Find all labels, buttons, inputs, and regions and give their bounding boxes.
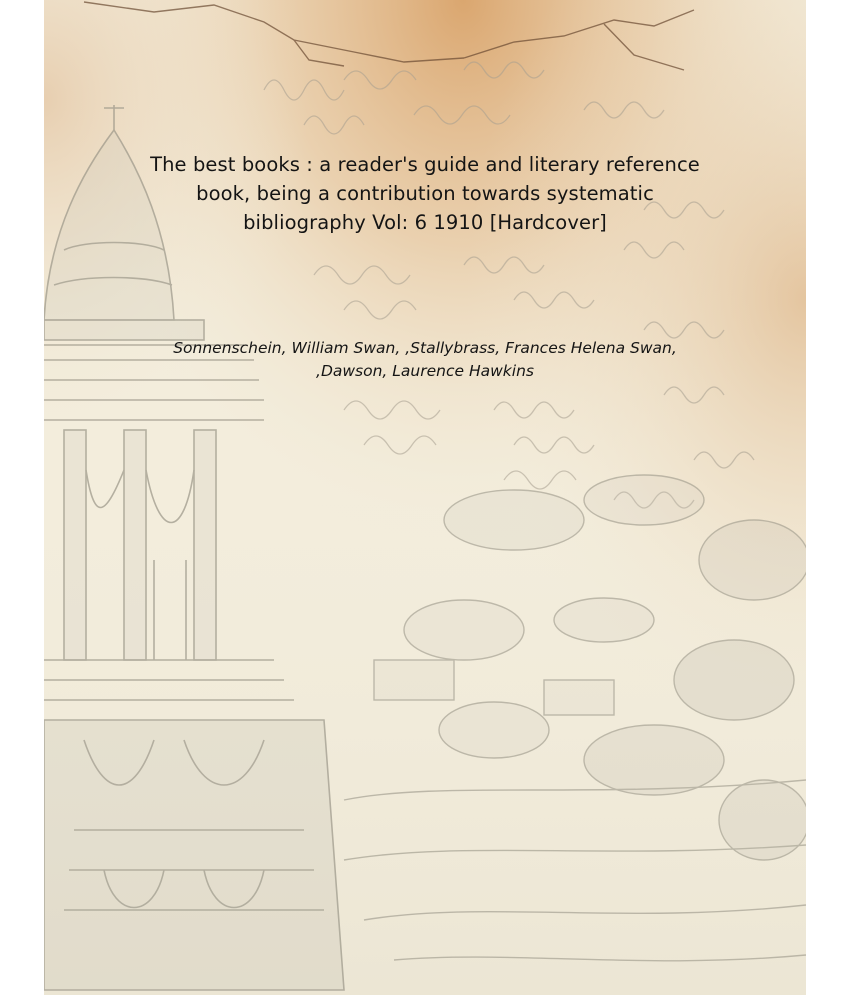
book-title-line-2: book, being a contribution towards systematic: [196, 182, 654, 205]
book-authors: [84, 337, 766, 383]
book-title: [84, 150, 766, 237]
book-title-line-1: The best books : a reader's guide and literary reference: [150, 153, 700, 176]
book-title-line-3: bibliography Vol: 6 1910 [Hardcover]: [243, 211, 607, 234]
book-cover: [44, 0, 806, 995]
book-authors-line-2: ,Dawson, Laurence Hawkins: [316, 362, 534, 380]
book-authors-line-1: Sonnenschein, William Swan, ,Stallybrass, Frances Helena Swan,: [173, 339, 677, 357]
